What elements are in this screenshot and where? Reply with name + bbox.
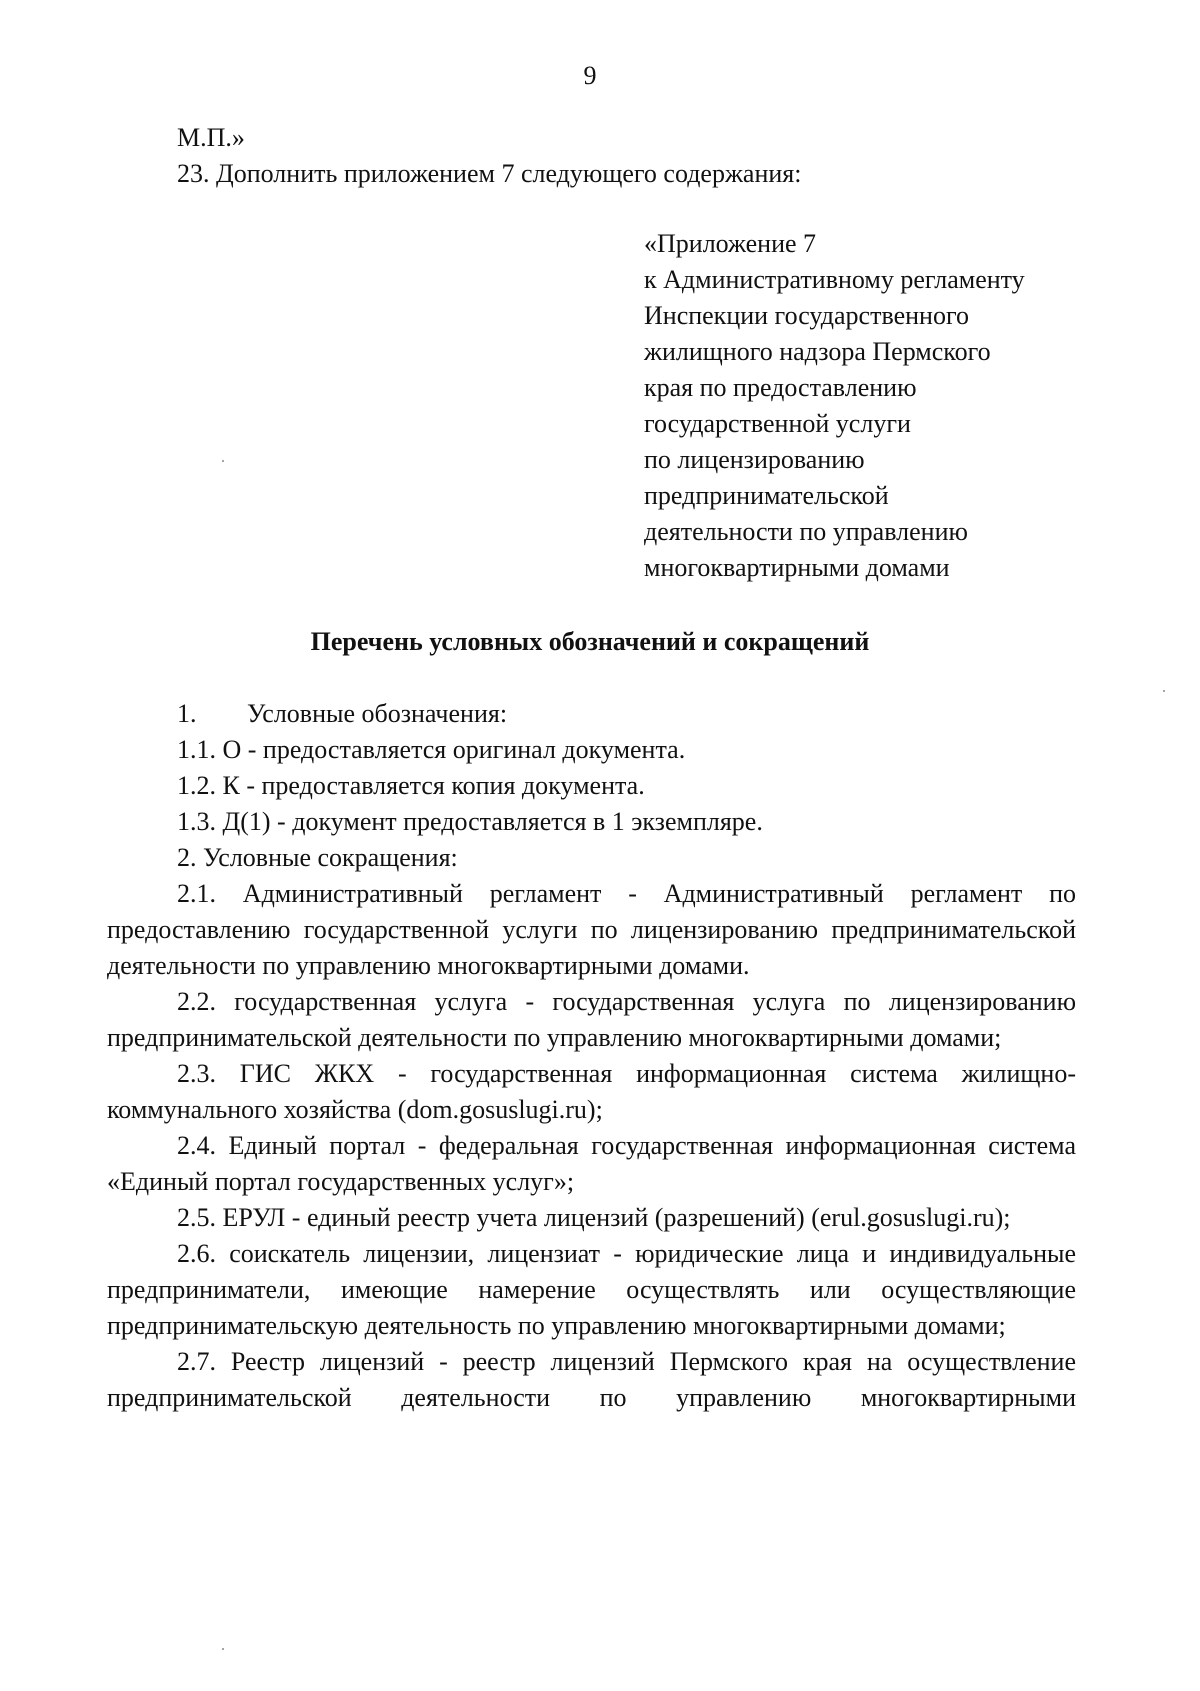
amendment-line: 23. Дополнить приложением 7 следующего содержания: — [177, 159, 802, 188]
scan-speck — [1163, 690, 1165, 692]
item-1-1: 1.1. О - предоставляется оригинал документа. — [177, 735, 686, 764]
section-1-text: Условные обозначения: — [247, 699, 508, 728]
item-2-5: 2.5. ЕРУЛ - единый реестр учета лицензий (разрешений) (erul.gosuslugi.ru); — [177, 1203, 1011, 1232]
appendix-line: жилищного надзора Пермского — [644, 337, 991, 366]
appendix-line: «Приложение 7 — [644, 229, 817, 258]
appendix-line: к Административному регламенту — [644, 265, 1025, 294]
appendix-line: Инспекции государственного — [644, 301, 969, 330]
item-2-6: 2.6. соискатель лицензии, лицензиат - юридические лица и индивидуальные предприниматели, имеющие намерение осуществлять или осуществляющие предпринимательскую деятельность по управлению многоквартирными домами; — [107, 1239, 1076, 1340]
item-2-3: 2.3. ГИС ЖКХ - государственная информационная система жилищно-коммунального хозяйства (dom.gosuslugi.ru); — [107, 1059, 1076, 1124]
appendix-line: предпринимательской — [644, 481, 889, 510]
item-1-2: 1.2. К - предоставляется копия документа. — [177, 771, 645, 800]
appendix-line: края по предоставлению — [644, 373, 917, 402]
item-1-3: 1.3. Д(1) - документ предоставляется в 1 экземпляре. — [177, 807, 763, 836]
section-1 — [107, 696, 1076, 732]
appendix-line: многоквартирными домами — [644, 553, 950, 582]
scan-speck — [222, 1648, 224, 1650]
item-2-7: 2.7. Реестр лицензий - реестр лицензий Пермского края на осуществление предпринимательской деятельности по управлению многоквартирными — [107, 1347, 1076, 1412]
item-2-4: 2.4. Единый портал - федеральная государственная информационная система «Единый портал государственных услуг»; — [107, 1131, 1076, 1196]
appendix-heading — [644, 226, 1094, 586]
page-title: Перечень условных обозначений и сокращений — [310, 627, 870, 656]
item-2-1: 2.1. Административный регламент - Административный регламент по предоставлению государственной услуги по лицензированию предпринимательской деятельности по управлению многоквартирными домами. — [107, 879, 1076, 980]
item-2-2: 2.2. государственная услуга - государственная услуга по лицензированию предпринимательской деятельности по управлению многоквартирными домами; — [107, 987, 1076, 1052]
stamp-mark-line: М.П.» — [177, 123, 245, 152]
section-2: 2. Условные сокращения: — [177, 843, 458, 872]
intro-block — [177, 120, 1077, 192]
appendix-line: деятельности по управлению — [644, 517, 968, 546]
appendix-line: государственной услуги — [644, 409, 911, 438]
scan-speck — [222, 460, 224, 462]
page-number: 9 — [583, 61, 597, 90]
document-body — [107, 696, 1076, 1416]
section-1-number: 1. — [177, 699, 197, 728]
appendix-line: по лицензированию — [644, 445, 865, 474]
